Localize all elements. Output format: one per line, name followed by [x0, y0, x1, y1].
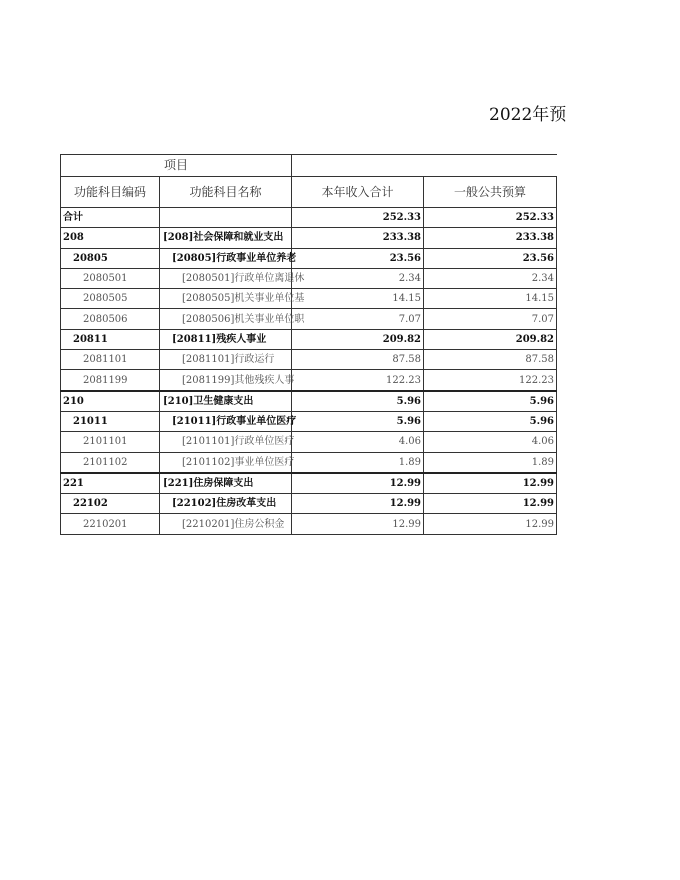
table-row: [61, 452, 557, 473]
cell-general: 5.96: [424, 391, 557, 412]
cell-general: 122.23: [424, 370, 557, 391]
cell-code: 2101102: [61, 452, 160, 473]
cell-name: [2080506]机关事业单位职: [160, 309, 292, 329]
cell-general: 4.06: [424, 432, 557, 452]
cell-name: [20805]行政事业单位养老: [160, 248, 292, 268]
cell-general: 209.82: [424, 329, 557, 349]
cell-total: 209.82: [292, 329, 424, 349]
cell-code: 合计: [61, 208, 160, 228]
header-row: [61, 177, 557, 208]
cell-name: [210]卫生健康支出: [160, 391, 292, 412]
budget-table: [60, 154, 556, 535]
table-row: [61, 350, 557, 370]
col-header-total: 本年收入合计: [292, 177, 424, 208]
cell-code: 22102: [61, 494, 160, 514]
cell-code: 2210201: [61, 514, 160, 534]
table-row: [61, 411, 557, 431]
cell-code: 20811: [61, 329, 160, 349]
cell-total: 1.89: [292, 452, 424, 473]
header-empty-cell: [292, 155, 557, 177]
table-row: [61, 289, 557, 309]
cell-code: 21011: [61, 411, 160, 431]
cell-name: [2081101]行政运行: [160, 350, 292, 370]
cell-name: [208]社会保障和就业支出: [160, 228, 292, 248]
cell-general: 1.89: [424, 452, 557, 473]
cell-general: 87.58: [424, 350, 557, 370]
cell-name: [221]住房保障支出: [160, 473, 292, 494]
cell-code: 221: [61, 473, 160, 494]
cell-total: 5.96: [292, 411, 424, 431]
table-row: [61, 514, 557, 534]
table-row-total: [61, 208, 557, 228]
cell-general: 12.99: [424, 494, 557, 514]
cell-general: 12.99: [424, 514, 557, 534]
cell-total: 12.99: [292, 473, 424, 494]
cell-total: 87.58: [292, 350, 424, 370]
cell-total: 5.96: [292, 391, 424, 412]
table-row: [61, 309, 557, 329]
table-row: [61, 473, 557, 494]
cell-code: 2080505: [61, 289, 160, 309]
table-row: [61, 432, 557, 452]
cell-total: 122.23: [292, 370, 424, 391]
cell-code: 20805: [61, 248, 160, 268]
cell-total: 4.06: [292, 432, 424, 452]
cell-general: 2.34: [424, 268, 557, 288]
cell-code: 2080501: [61, 268, 160, 288]
col-header-name: 功能科目名称: [160, 177, 292, 208]
cell-name: [2080505]机关事业单位基: [160, 289, 292, 309]
cell-total: 7.07: [292, 309, 424, 329]
cell-general: 23.56: [424, 248, 557, 268]
cell-code: 2080506: [61, 309, 160, 329]
table-row: [61, 228, 557, 248]
cell-total: 252.33: [292, 208, 424, 228]
cell-total: 12.99: [292, 514, 424, 534]
cell-total: 23.56: [292, 248, 424, 268]
table-row: [61, 268, 557, 288]
table-row: [61, 248, 557, 268]
cell-name: [22102]住房改革支出: [160, 494, 292, 514]
cell-code: 210: [61, 391, 160, 412]
cell-general: 5.96: [424, 411, 557, 431]
table-row: [61, 391, 557, 412]
cell-name: [21011]行政事业单位医疗: [160, 411, 292, 431]
cell-code: 2081199: [61, 370, 160, 391]
cell-name: [2101101]行政单位医疗: [160, 432, 292, 452]
cell-name: [2080501]行政单位离退休: [160, 268, 292, 288]
cell-total: 2.34: [292, 268, 424, 288]
table-row: [61, 329, 557, 349]
col-header-code: 功能科目编码: [61, 177, 160, 208]
cell-total: 14.15: [292, 289, 424, 309]
cell-code: 2081101: [61, 350, 160, 370]
table-row: [61, 494, 557, 514]
cell-general: 252.33: [424, 208, 557, 228]
cell-name: [160, 208, 292, 228]
cell-total: 233.38: [292, 228, 424, 248]
cell-general: 12.99: [424, 473, 557, 494]
cell-code: 2101101: [61, 432, 160, 452]
cell-name: [2101102]事业单位医疗: [160, 452, 292, 473]
report-title: 2022年预: [489, 105, 567, 125]
col-header-general: 一般公共预算: [424, 177, 557, 208]
cell-code: 208: [61, 228, 160, 248]
cell-general: 233.38: [424, 228, 557, 248]
cell-name: [2081199]其他残疾人事: [160, 370, 292, 391]
header-group-row: [61, 155, 557, 177]
cell-name: [20811]残疾人事业: [160, 329, 292, 349]
cell-general: 14.15: [424, 289, 557, 309]
cell-general: 7.07: [424, 309, 557, 329]
header-group-cell: 项目: [61, 155, 292, 177]
cell-name: [2210201]住房公积金: [160, 514, 292, 534]
cell-total: 12.99: [292, 494, 424, 514]
table-row: [61, 370, 557, 391]
